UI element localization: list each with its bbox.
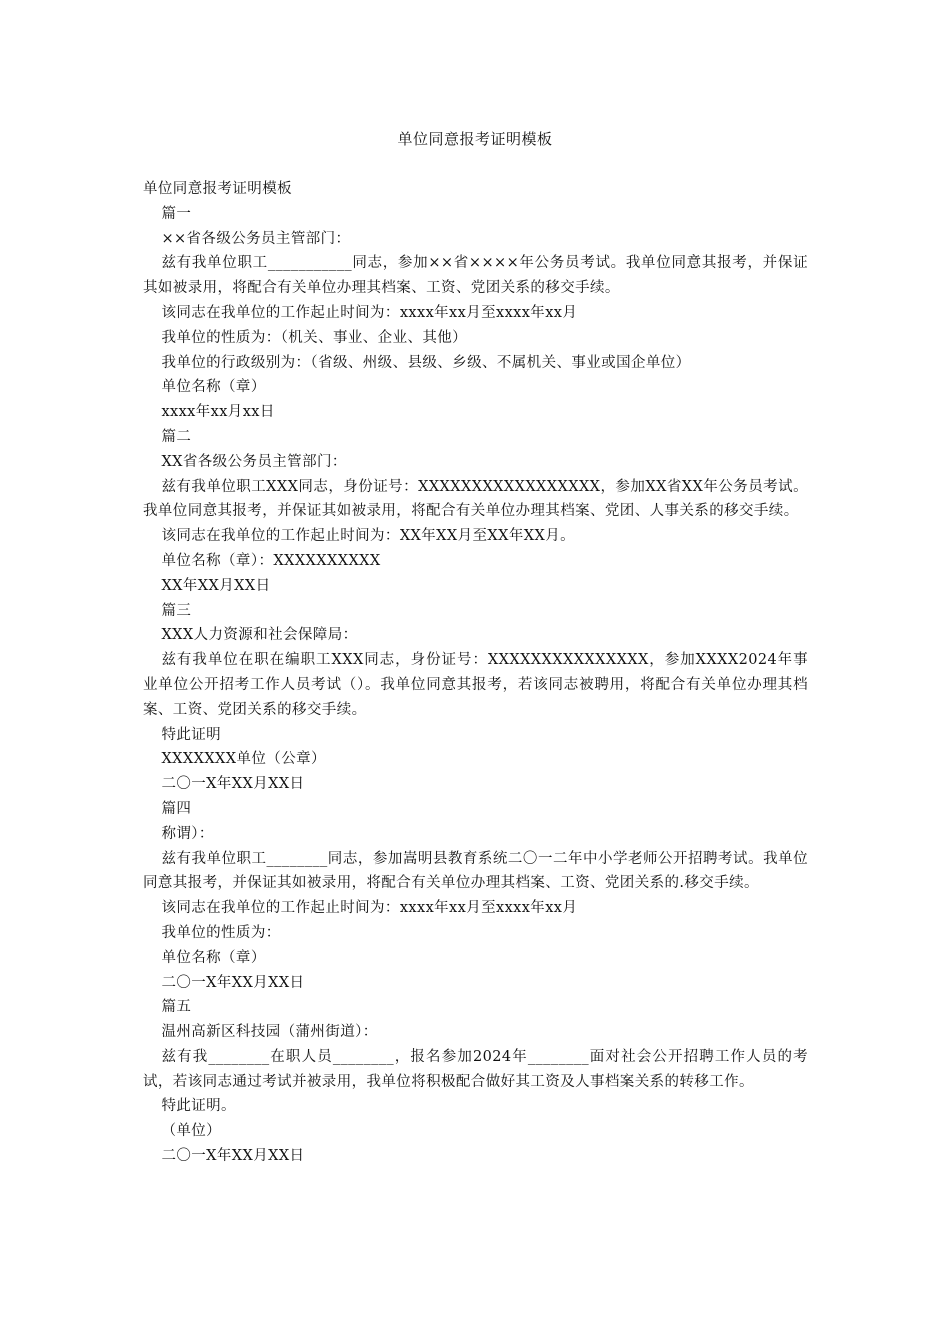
paragraph: 该同志在我单位的工作起止时间为：XX年XX月至XX年XX月。 xyxy=(161,528,576,545)
paragraph: 二〇一X年XX月XX日 xyxy=(161,1148,305,1165)
paragraph: 特此证明。 xyxy=(161,1098,236,1115)
paragraph: 我单位的行政级别为：（省级、州级、县级、乡级、不属机关、事业或国企单位） xyxy=(161,354,691,371)
paragraph: xxxx年xx月xx日 xyxy=(161,404,275,421)
paragraph: XXXXXXX单位（公章） xyxy=(161,751,326,768)
paragraph: 兹有我________在职人员________，报名参加2024年________面对社会公开招聘工作人员的考试，若该同志通过考试并被录用，我单位将积极配合做好其工资及人事档案关系的转移工作。 xyxy=(143,1048,808,1090)
paragraph: 二〇一X年XX月XX日 xyxy=(161,776,305,793)
paragraph: 该同志在我单位的工作起止时间为：xxxx年xx月至xxxx年xx月 xyxy=(161,304,578,321)
paragraph: 兹有我单位职工___________同志，参加××省××××年公务员考试。我单位同意其报考，并保证其如被录用，将配合有关单位办理其档案、工资、党团关系的移交手续。 xyxy=(143,255,808,297)
document-body xyxy=(143,177,808,1169)
section-heading: 篇三 xyxy=(161,602,192,619)
paragraph: ××省各级公务员主管部门： xyxy=(161,230,351,247)
document-title: 单位同意报考证明模板 xyxy=(397,130,553,148)
section-heading: 篇二 xyxy=(161,428,192,445)
paragraph: XX年XX月XX日 xyxy=(161,577,271,594)
paragraph: 二〇一X年XX月XX日 xyxy=(161,974,305,991)
paragraph: 兹有我单位职工XXX同志，身份证号：XXXXXXXXXXXXXXXXX，参加XX省XX年公务员考试。我单位同意其报考，并保证其如被录用，将配合有关单位办理其档案、党团、人事关系的移交手续。 xyxy=(143,478,808,520)
paragraph: 称谓）： xyxy=(161,825,214,842)
section-heading: 篇四 xyxy=(161,800,192,817)
section-heading: 篇一 xyxy=(161,205,192,222)
paragraph: 单位名称（章）：XXXXXXXXXX xyxy=(161,552,381,569)
paragraph: 我单位的性质为： xyxy=(161,924,281,941)
paragraph: 特此证明 xyxy=(161,726,222,743)
paragraph: XXX人力资源和社会保障局： xyxy=(161,627,358,644)
paragraph: （单位） xyxy=(161,1123,222,1140)
paragraph: 单位名称（章） xyxy=(161,379,266,396)
paragraph: 该同志在我单位的工作起止时间为：xxxx年xx月至xxxx年xx月 xyxy=(161,900,578,917)
section-heading: 篇五 xyxy=(161,999,192,1016)
paragraph: 兹有我单位职工________同志，参加嵩明县教育系统二〇一二年中小学老师公开招聘考试。我单位同意其报考，并保证其如被录用，将配合有关单位办理其档案、工资、党团关系的.移交手续。 xyxy=(143,850,808,892)
paragraph: 温州高新区科技园（蒲州街道）： xyxy=(161,1024,378,1041)
paragraph: XX省各级公务员主管部门： xyxy=(161,453,347,470)
paragraph: 我单位的性质为：（机关、事业、企业、其他） xyxy=(161,329,468,346)
paragraph: 兹有我单位在职在编职工XXX同志，身份证号：XXXXXXXXXXXXXXX，参加XXXX2024年事业单位公开招考工作人员考试（）。我单位同意其报考，若该同志被聘用，将配合有关单位办理其档案、工资、党团关系的移交手续。 xyxy=(143,652,808,718)
paragraph: 单位名称（章） xyxy=(161,949,266,966)
paragraph: 单位同意报考证明模板 xyxy=(143,181,292,197)
